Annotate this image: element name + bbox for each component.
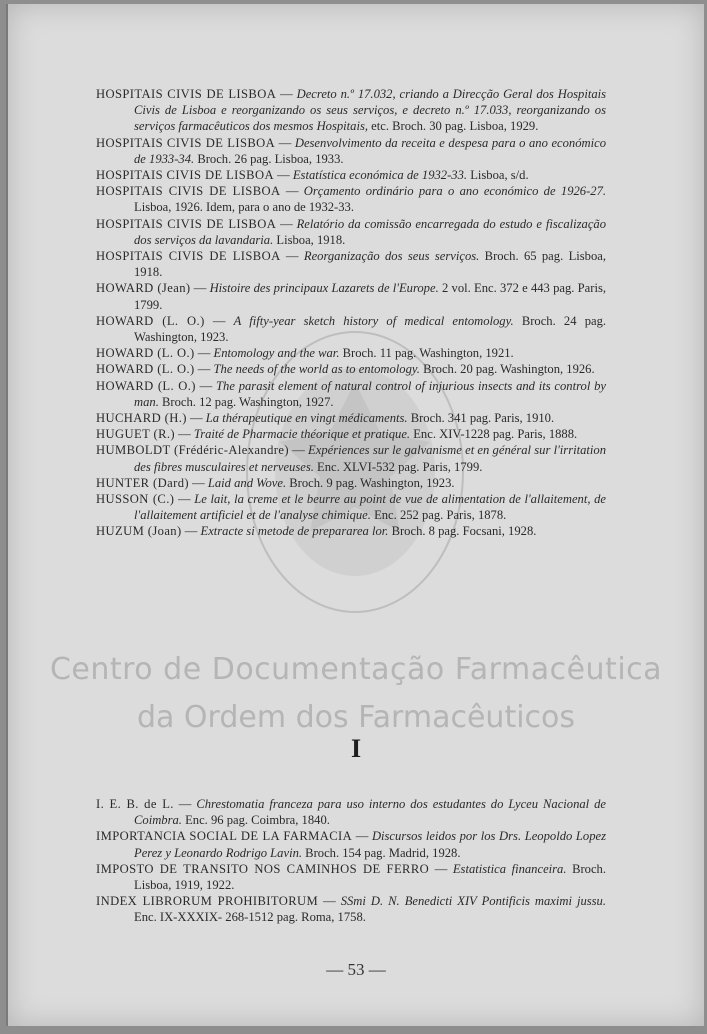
bibliography-entry: HUGUET (R.) — Traité de Pharmacie théorique et pratique. Enc. XIV-1228 pag. Paris, 1888. <box>96 427 578 442</box>
bibliography-entry: HUCHARD (H.) — La thérapeutique en vingt médicaments. Broch. 341 pag. Paris, 1910. <box>96 411 555 426</box>
bibliography-entry: HUZUM (Joan) — Extracte si metode de prepararea lor. Broch. 8 pag. Focsani, 1928. <box>96 524 537 539</box>
page-number: — 53 — <box>326 960 386 979</box>
watermark-text-line2: da Ordem dos Farmacêuticos <box>136 700 576 735</box>
bibliography-entry: HUSSON (C.) — Le lait, la creme et le beurre au point de vue de alimentation de l'allaitement, de l'allaitement artificiel et de l'analyse chimique. Enc. 252 pag. Paris, 1878. <box>96 492 607 523</box>
watermark-text-line1: Centro de Documentação Farmacêutica <box>49 652 663 687</box>
bibliography-entry: HOWARD (Jean) — Histoire des principaux Lazarets de l'Europe. 2 vol. Enc. 372 e 443 pag. Paris, 1799. <box>96 281 606 312</box>
bibliography-entry: HOSPITAIS CIVIS DE LISBOA — Desenvolvimento da receita e despesa para o ano económico de 1933-34. Broch. 26 pag. Lisboa, 1933. <box>96 135 607 166</box>
section-heading-letter: I <box>350 734 362 763</box>
bibliography-entry: HUMBOLDT (Frédéric-Alexandre) — Expériences sur le galvanisme et en général sur l'irritation des fibres musculaires et nerveuses. Enc. XLVI-532 pag. Paris, 1799. <box>96 443 606 474</box>
bibliography-entry: HUNTER (Dard) — Laid and Wove. Broch. 9 pag. Washington, 1923. <box>96 475 455 490</box>
bibliography-entry: HOWARD (L. O.) — Entomology and the war. Broch. 11 pag. Washington, 1921. <box>96 346 514 361</box>
bibliography-entry: HOSPITAIS CIVIS DE LISBOA — Relatório da comissão encarregada do estudo e fiscalização dos serviços da lavandaria. Lisboa, 1918. <box>96 216 607 247</box>
bibliography-entry: IMPORTANCIA SOCIAL DE LA FARMACIA — Discursos leidos por los Drs. Leopoldo Lopez Perez y Leonardo Rodrigo Lavin. Broch. 154 pag. Madrid, 1928. <box>96 829 606 860</box>
bibliography-list-h <box>96 86 606 540</box>
bibliography-entry: HOSPITAIS CIVIS DE LISBOA — Estatística económica de 1932-33. Lisboa, s/d. <box>96 168 529 183</box>
bibliography-entry: HOWARD (L. O.) — The needs of the world as to entomology. Broch. 20 pag. Washington, 1926. <box>96 362 595 377</box>
bibliography-entry: IMPOSTO DE TRANSITO NOS CAMINHOS DE FERRO — Estatistica financeira. Broch. Lisboa, 1919, 1922. <box>96 861 606 893</box>
bibliography-list-i <box>96 796 606 926</box>
bibliography-entry: INDEX LIBRORUM PROHIBITORUM — SSmi D. N. Benedicti XIV Pontificis maximi jussu. Enc. IX-XXXIX- 268-1512 pag. Roma, 1758. <box>96 894 607 925</box>
bibliography-entry: I. E. B. de L. — Chrestomatia franceza para uso interno dos estudantes do Lyceu Nacional de Coimbra. Enc. 96 pag. Coimbra, 1840. <box>96 797 607 828</box>
bibliography-entry: HOSPITAIS CIVIS DE LISBOA — Decreto n.º 17.032, criando a Direcção Geral dos Hospitais Civis de Lisboa e reorganizando os seus serviços, e decreto n.º 17.033, reorganizando os serviços farmacêuticos dos mesmos Hospitais, etc. Broch. 30 pag. Lisboa, 1929. <box>96 87 607 134</box>
bibliography-entry: HOSPITAIS CIVIS DE LISBOA — Orçamento ordinário para o ano económico de 1926-27. Lisboa, 1926. Idem, para o ano de 1932-33. <box>96 184 607 215</box>
book-page <box>6 4 704 1026</box>
bibliography-entry: HOSPITAIS CIVIS DE LISBOA — Reorganização dos seus serviços. Broch. 65 pag. Lisboa, 1918. <box>96 249 606 280</box>
bibliography-entry: HOWARD (L. O.) — The parasit element of natural control of injurious insects and its control by man. Broch. 12 pag. Washington, 1927. <box>96 378 606 409</box>
bibliography-entry: HOWARD (L. O.) — A fifty-year sketch history of medical entomology. Broch. 24 pag. Washington, 1923. <box>96 313 607 345</box>
